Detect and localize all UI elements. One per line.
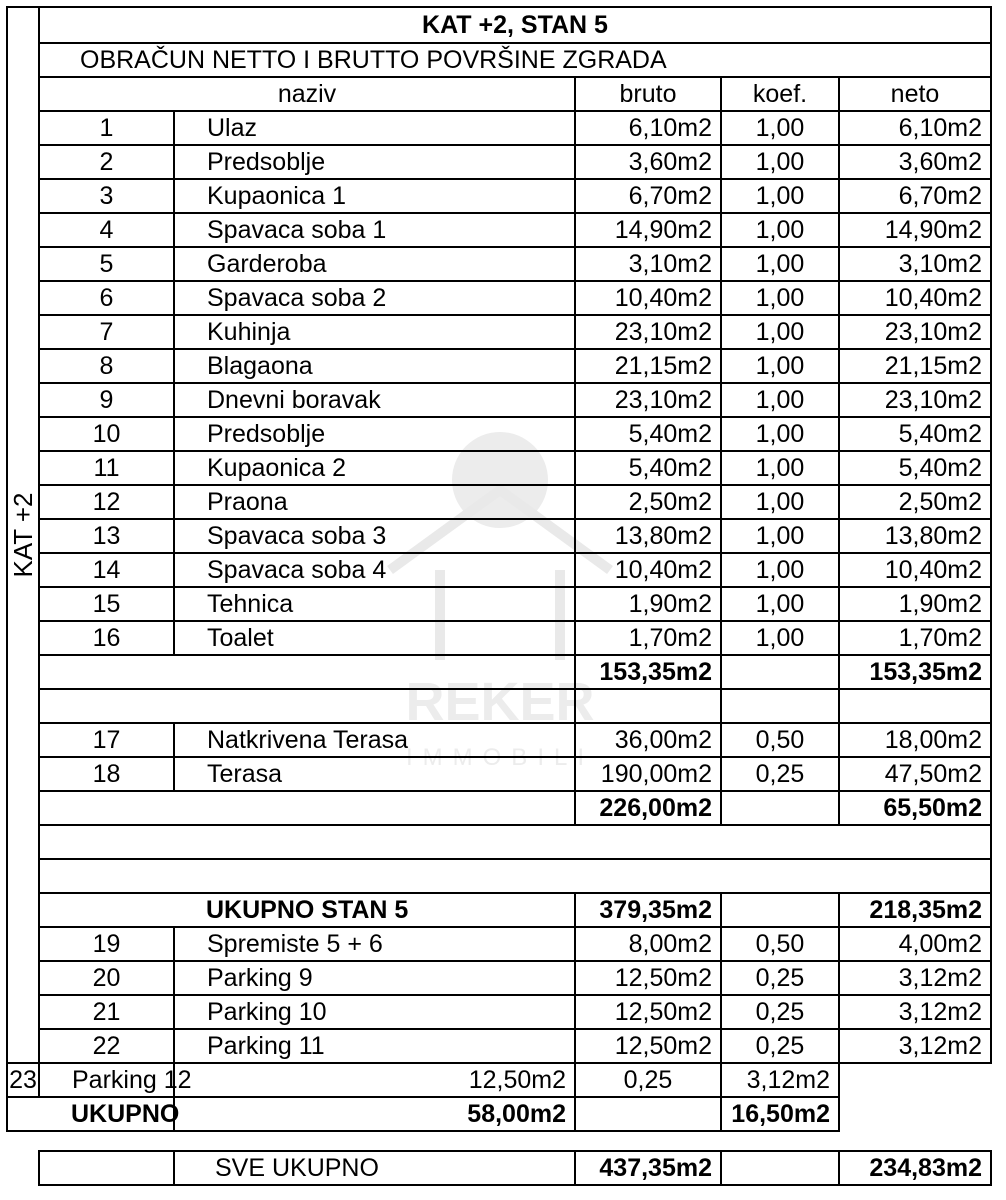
empty-cell: [39, 825, 991, 859]
row-name: Parking 10: [174, 995, 575, 1029]
extras-total-row: [7, 1097, 991, 1131]
row-bruto: 1,70m2: [575, 621, 721, 655]
grand-total-label: SVE UKUPNO: [174, 1151, 575, 1185]
table-row: [7, 587, 991, 621]
row-name: Predsoblje: [174, 145, 575, 179]
extras-total-row-blank: [7, 1097, 39, 1131]
area-table: [6, 6, 992, 1132]
row-koef: 1,00: [721, 451, 839, 485]
empty-row: [7, 825, 991, 859]
row-bruto: 21,15m2: [575, 349, 721, 383]
row-number: 9: [39, 383, 174, 417]
row-bruto: 12,50m2: [575, 995, 721, 1029]
row-neto: 1,90m2: [839, 587, 991, 621]
table-row: [7, 723, 991, 757]
row-koef: 1,00: [721, 247, 839, 281]
row-koef: 1,00: [721, 621, 839, 655]
row-bruto: 36,00m2: [575, 723, 721, 757]
row-number: 16: [39, 621, 174, 655]
table-row: [7, 315, 991, 349]
row-koef: 0,50: [721, 927, 839, 961]
row-neto: 18,00m2: [839, 723, 991, 757]
row-neto: 5,40m2: [839, 451, 991, 485]
terraces-total-row-koef-blank: [721, 791, 839, 825]
rooms-total-row-neto: 153,35m2: [839, 655, 991, 689]
row-name: Ulaz: [174, 111, 575, 145]
header-bruto: bruto: [575, 77, 721, 111]
empty-cell: [575, 689, 721, 723]
row-neto: 14,90m2: [839, 213, 991, 247]
table-row: [7, 1029, 991, 1063]
row-name: Spremiste 5 + 6: [174, 927, 575, 961]
extras-total-row-bruto: 58,00m2: [174, 1097, 575, 1131]
row-neto: 6,10m2: [839, 111, 991, 145]
row-neto: 3,10m2: [839, 247, 991, 281]
row-number: 2: [39, 145, 174, 179]
row-name: Parking 9: [174, 961, 575, 995]
row-neto: 13,80m2: [839, 519, 991, 553]
row-number: 8: [39, 349, 174, 383]
row-neto: 5,40m2: [839, 417, 991, 451]
grand-total-row: [39, 1151, 991, 1185]
stan-total-row: [7, 893, 991, 927]
row-name: Spavaca soba 4: [174, 553, 575, 587]
row-number: 13: [39, 519, 174, 553]
watermark-tagline: IMMOBILI: [405, 744, 595, 771]
row-koef: 0,25: [721, 1029, 839, 1063]
extras-total-row-label: UKUPNO: [39, 1097, 174, 1131]
row-koef: 1,00: [721, 145, 839, 179]
empty-cell: [39, 859, 991, 893]
row-koef: 1,00: [721, 213, 839, 247]
row-bruto: 14,90m2: [575, 213, 721, 247]
row-neto: 3,12m2: [839, 1029, 991, 1063]
row-number: 3: [39, 179, 174, 213]
row-name: Parking 11: [174, 1029, 575, 1063]
row-bruto: 12,50m2: [174, 1063, 575, 1097]
row-number: 11: [39, 451, 174, 485]
row-bruto: 8,00m2: [575, 927, 721, 961]
header-naziv: naziv: [39, 77, 575, 111]
row-koef: 1,00: [721, 315, 839, 349]
stan-total-row-bruto: 379,35m2: [575, 893, 721, 927]
table-row: [7, 927, 991, 961]
row-neto: 2,50m2: [839, 485, 991, 519]
row-koef: 1,00: [721, 587, 839, 621]
row-koef: 0,25: [721, 995, 839, 1029]
row-number: 20: [39, 961, 174, 995]
row-name: Kupaonica 1: [174, 179, 575, 213]
row-number: 19: [39, 927, 174, 961]
terraces-total-row-bruto: 226,00m2: [575, 791, 721, 825]
grand-total-neto: 234,83m2: [839, 1151, 991, 1185]
row-bruto: 12,50m2: [575, 961, 721, 995]
table-row: [7, 247, 991, 281]
row-bruto: 10,40m2: [575, 281, 721, 315]
row-number: 14: [39, 553, 174, 587]
table-row: [7, 553, 991, 587]
stan-total-row-label: UKUPNO STAN 5: [174, 893, 575, 927]
row-neto: 3,12m2: [721, 1063, 839, 1097]
row-name: Garderoba: [174, 247, 575, 281]
table-row: [7, 349, 991, 383]
row-number: 12: [39, 485, 174, 519]
row-neto: 3,12m2: [839, 995, 991, 1029]
row-number: 22: [39, 1029, 174, 1063]
row-koef: 1,00: [721, 553, 839, 587]
table-row: [7, 383, 991, 417]
row-name: Tehnica: [174, 587, 575, 621]
row-number: 7: [39, 315, 174, 349]
rooms-total-row: [7, 655, 991, 689]
row-koef: 1,00: [721, 519, 839, 553]
row-bruto: 3,60m2: [575, 145, 721, 179]
row-bruto: 5,40m2: [575, 417, 721, 451]
table-row: [7, 485, 991, 519]
row-name: Parking 12: [39, 1063, 174, 1097]
row-neto: 10,40m2: [839, 553, 991, 587]
row-name: Blagaona: [174, 349, 575, 383]
row-number: 15: [39, 587, 174, 621]
row-koef: 0,50: [721, 723, 839, 757]
stan-total-row-neto: 218,35m2: [839, 893, 991, 927]
row-name: Toalet: [174, 621, 575, 655]
side-label: KAT +2: [7, 7, 39, 1063]
row-bruto: 6,70m2: [575, 179, 721, 213]
table-row: [7, 995, 991, 1029]
row-number: 10: [39, 417, 174, 451]
empty-cell: [39, 689, 575, 723]
row-name: Natkrivena Terasa: [174, 723, 575, 757]
row-neto: 1,70m2: [839, 621, 991, 655]
row-koef: 0,25: [721, 757, 839, 791]
row-neto: 4,00m2: [839, 927, 991, 961]
row-bruto: 23,10m2: [575, 383, 721, 417]
rooms-total-row-blank: [39, 655, 575, 689]
table-row: [7, 757, 991, 791]
row-koef: 0,25: [575, 1063, 721, 1097]
row-name: Kuhinja: [174, 315, 575, 349]
table-subtitle: OBRAČUN NETTO I BRUTTO POVRŠINE ZGRADA: [39, 43, 991, 77]
row-koef: 1,00: [721, 417, 839, 451]
row-number: 21: [39, 995, 174, 1029]
row-bruto: 6,10m2: [575, 111, 721, 145]
row-number: 1: [39, 111, 174, 145]
row-koef: 1,00: [721, 281, 839, 315]
table-row: [7, 213, 991, 247]
rooms-total-row-bruto: 153,35m2: [575, 655, 721, 689]
grand-total-bruto: 437,35m2: [575, 1151, 721, 1185]
row-bruto: 2,50m2: [575, 485, 721, 519]
row-neto: 3,60m2: [839, 145, 991, 179]
empty-cell: [839, 689, 991, 723]
table-row: [7, 111, 991, 145]
stan-total-row-koef-blank: [721, 893, 839, 927]
row-neto: 23,10m2: [839, 315, 991, 349]
row-koef: 1,00: [721, 349, 839, 383]
row-number: 18: [39, 757, 174, 791]
row-bruto: 10,40m2: [575, 553, 721, 587]
row-koef: 1,00: [721, 485, 839, 519]
row-name: Kupaonica 2: [174, 451, 575, 485]
row-bruto: 5,40m2: [575, 451, 721, 485]
grand-total-table: [38, 1150, 992, 1186]
terraces-total-row-neto: 65,50m2: [839, 791, 991, 825]
row-neto: 3,12m2: [839, 961, 991, 995]
row-name: Terasa: [174, 757, 575, 791]
row-number: 5: [39, 247, 174, 281]
table-row: [7, 417, 991, 451]
row-bruto: 13,80m2: [575, 519, 721, 553]
row-neto: 10,40m2: [839, 281, 991, 315]
row-bruto: 190,00m2: [575, 757, 721, 791]
terraces-total-row-blank: [39, 791, 575, 825]
row-name: Praona: [174, 485, 575, 519]
row-koef: 1,00: [721, 111, 839, 145]
empty-row: [7, 689, 991, 723]
table-row: [7, 1063, 991, 1097]
row-neto: 6,70m2: [839, 179, 991, 213]
empty-cell: [721, 689, 839, 723]
empty-row: [7, 859, 991, 893]
row-number: 17: [39, 723, 174, 757]
row-bruto: 12,50m2: [575, 1029, 721, 1063]
extras-total-row-koef-blank: [575, 1097, 721, 1131]
row-bruto: 1,90m2: [575, 587, 721, 621]
row-bruto: 23,10m2: [575, 315, 721, 349]
row-number: 4: [39, 213, 174, 247]
table-title: KAT +2, STAN 5: [39, 7, 991, 43]
row-name: Spavaca soba 3: [174, 519, 575, 553]
row-name: Spavaca soba 1: [174, 213, 575, 247]
row-koef: 0,25: [721, 961, 839, 995]
extras-total-row-neto: 16,50m2: [721, 1097, 839, 1131]
header-neto: neto: [839, 77, 991, 111]
row-koef: 1,00: [721, 383, 839, 417]
table-row: [7, 281, 991, 315]
terraces-total-row: [7, 791, 991, 825]
rooms-total-row-koef-blank: [721, 655, 839, 689]
row-name: Dnevni boravak: [174, 383, 575, 417]
table-row: [7, 179, 991, 213]
row-neto: 23,10m2: [839, 383, 991, 417]
table-row: [7, 451, 991, 485]
table-row: [7, 961, 991, 995]
row-bruto: 3,10m2: [575, 247, 721, 281]
table-row: [7, 519, 991, 553]
table-row: [7, 621, 991, 655]
stan-total-row-blank: [39, 893, 174, 927]
watermark-brand: REKER: [405, 672, 595, 732]
row-koef: 1,00: [721, 179, 839, 213]
table-row: [7, 145, 991, 179]
row-name: Predsoblje: [174, 417, 575, 451]
row-number: 23: [7, 1063, 39, 1097]
row-name: Spavaca soba 2: [174, 281, 575, 315]
row-neto: 47,50m2: [839, 757, 991, 791]
header-koef: koef.: [721, 77, 839, 111]
row-number: 6: [39, 281, 174, 315]
row-neto: 21,15m2: [839, 349, 991, 383]
